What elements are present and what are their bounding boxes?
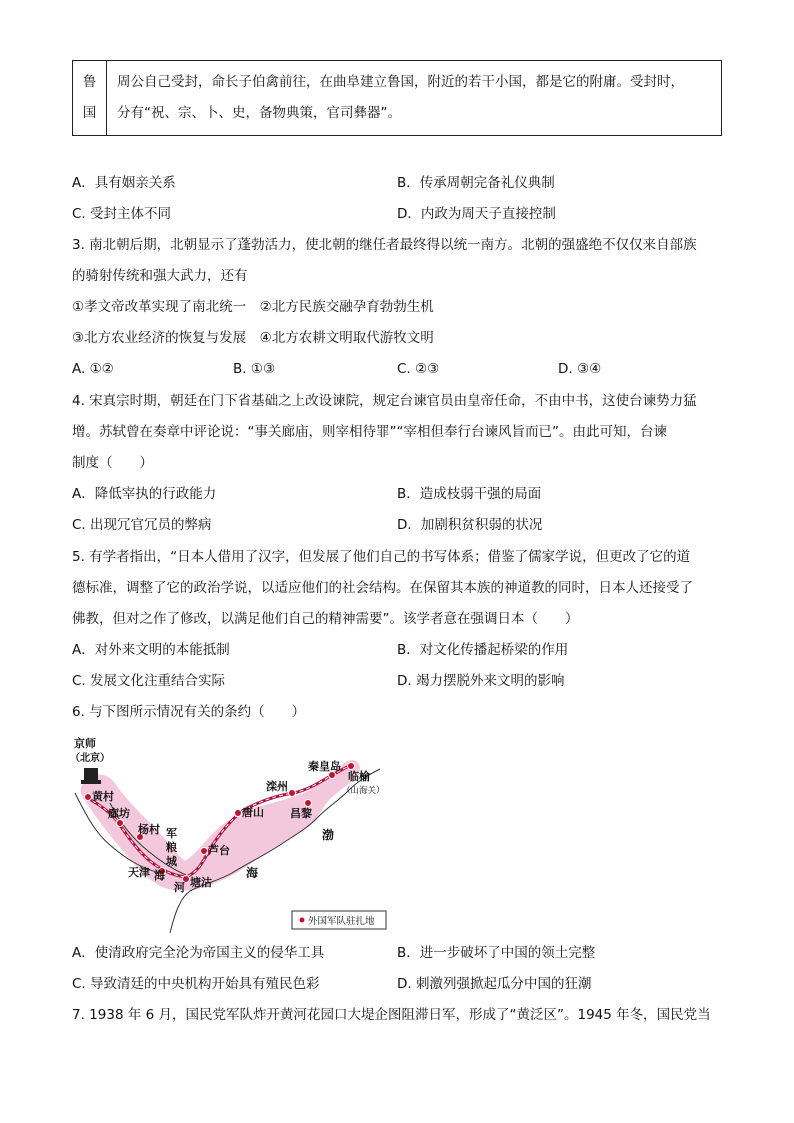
city-label: 黄村 [92,790,114,803]
q2-option-a[interactable]: A．具有姻亲关系 [72,175,176,191]
q5-stem-line: 佛教，但对之作了修改，以满足他们自己的精神需要”。该学者意在强调日本（ ） [72,611,579,627]
sea-label: 渤 [322,828,335,842]
sea-label: 海 [246,866,259,880]
legend-label: 外国军队驻扎地 [308,916,375,927]
city-dot [348,763,355,770]
q3-option-b[interactable]: B. ①③ [233,361,276,377]
content-line: 周公自己受封，命长子伯禽前往，在曲阜建立鲁国，附近的若干小国，都是它的附庸。受封时， [117,74,684,90]
q4-stem-line: 制度（ ） [72,455,153,471]
city-dot [85,794,92,801]
q4-option-a[interactable]: A．降低宰执的行政能力 [72,486,217,502]
svg-text:城: 城 [166,855,177,868]
city-label: 天津 [128,866,150,879]
header-char: 鲁 [82,74,97,90]
q3-option-d[interactable]: D. ③④ [558,361,602,377]
city-label: 杨村 [138,823,160,836]
q5-stem-line: 德标准，调整了它的政治学说，以适应他们的社会结构。在保留其本族的神道教的同时，日本人还接受了 [72,580,693,596]
content-line: 分有“祝、宗、卜、史，备物典策，官司彝器”。 [117,105,401,121]
city-dot [201,848,208,855]
city-label: 廊坊 [108,807,130,820]
q6-stem: 6. 与下图所示情况有关的条约（ ） [72,704,306,720]
q5-option-d[interactable]: D. 竭力摆脱外来文明的影响 [397,673,565,689]
svg-text:军: 军 [166,827,177,840]
q5-option-a[interactable]: A．对外来文明的本能抵制 [72,642,230,658]
city-label: 塘沽 [190,876,212,889]
table-row-content [107,61,722,136]
q5-stem-line: 5. 有学者指出，“日本人借用了汉字，但发展了他们自己的书写体系；借鉴了儒家学说，但更改了它的道 [72,549,691,565]
q2-option-b[interactable]: B．传承周朝完备礼仪典制 [397,175,555,191]
junliangcheng-label [166,826,178,868]
q6-option-c[interactable]: C. 导致清廷的中央机构开始具有殖民色彩 [72,976,320,992]
city-label: （山海关） [342,786,385,796]
header-char: 国 [82,105,97,121]
city-dot [117,820,124,827]
q5-option-b[interactable]: B．对文化传播起桥梁的作用 [397,642,569,658]
q6-option-b[interactable]: B．进一步破坏了中国的领土完整 [397,945,596,961]
q3-option-c[interactable]: C. ②③ [397,361,440,377]
city-label: 滦州 [266,780,288,793]
city-label: 昌黎 [290,807,312,820]
city-dot [235,810,242,817]
capital-icon [84,768,98,782]
legend-dot [300,918,305,923]
city-dot [305,800,312,807]
q4-stem-line: 增。苏轼曾在奏章中评论说：“事关廊庙，则宰相待罪”“宰相但奉行台谏风旨而已”。由此可知，台谏 [72,424,667,440]
q7-stem-line: 7. 1938 年 6 月，国民党军队炸开黄河花园口大堤企图阻滞日军，形成了“黄泛区”。1945 年冬，国民党当 [72,1007,711,1023]
city-label: 芦台 [208,844,230,857]
city-label: 临榆 [348,770,370,783]
q3-stem-line: 的骑射传统和强大武力，还有 [72,268,248,284]
city-label: 秦皇岛 [308,760,341,773]
q6-option-a[interactable]: A．使清政府完全沦为帝国主义的侵华工具 [72,945,325,961]
q4-option-d[interactable]: D．加剧积贫积弱的状况 [397,517,543,533]
svg-text:河: 河 [174,881,185,894]
q5-option-c[interactable]: C. 发展文化注重结合实际 [72,673,226,689]
svg-text:粮: 粮 [166,841,177,854]
q2-option-d[interactable]: D．内政为周天子直接控制 [397,206,556,222]
q4-option-b[interactable]: B．造成枝弱干强的局面 [397,486,542,502]
city-dot [289,790,296,797]
q4-stem-line: 4. 宋真宗时期，朝廷在门下省基础之上改设谏院，规定台谏官员由皇帝任命，不由中书，这使台谏势力猛 [72,393,697,409]
capital-sublabel: （北京） [70,753,110,764]
q3-item-line: ①孝文帝改革实现了南北统一 ②北方民族交融孕育勃勃生机 [72,299,434,315]
q3-stem-line: 3. 南北朝后期，北朝显示了蓬勃活力，使北朝的继任者最终得以统一南方。北朝的强盛绝不仅仅来自部族 [72,237,697,253]
q3-item-line: ③北方农业经济的恢复与发展 ④北方农耕文明取代游牧文明 [72,330,434,346]
q6-option-d[interactable]: D. 刺激列强掀起瓜分中国的狂潮 [397,976,592,992]
q4-option-c[interactable]: C. 出现冗官冗员的弊病 [72,517,212,533]
table-row-header [73,61,107,136]
foreign-troops-map [70,733,388,933]
q2-option-c[interactable]: C. 受封主体不同 [72,206,172,222]
q3-option-a[interactable]: A. ①② [72,361,114,377]
svg-text:海: 海 [154,869,165,882]
lu-state-table [72,60,722,136]
capital-label: 京师 [74,737,96,750]
city-label: 唐山 [242,806,264,819]
